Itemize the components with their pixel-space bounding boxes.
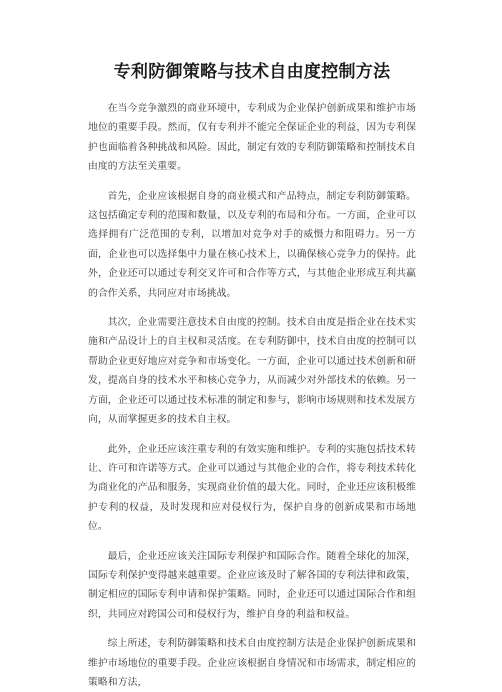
paragraph-intro: 在当今竞争激烈的商业环境中，专利成为企业保护创新成果和维护市场地位的重要手段。然而，仅有专利并不能完全保证企业的利益，因为专利保护也面临着各种挑战和风险。因此，制定有效的专利防御策略和控制技术自由度的方法至关重要。 bbox=[88, 103, 416, 173]
paragraph-conclusion: 综上所述，专利防御策略和技术自由度控制方法是企业保护创新成果和维护市场地位的重要手段。企业应该根据自身情况和市场需求，制定相应的策略和方法， bbox=[88, 638, 416, 688]
paragraph-defense-strategy: 首先，企业应该根据自身的商业模式和产品特点，制定专利防御策略。这包括确定专利的范围和数量，以及专利的布局和分布。一方面，企业可以选择拥有广泛范围的专利，以增加对竞争对手的威慑力和阻碍力。另一方面，企业也可以选择集中力量在核心技术上，以确保核心竞争力的保持。此外，企业还可以通过专利交叉许可和合作等方式，与其他企业形成互利共赢的合作关系，共同应对市场挑战。 bbox=[88, 190, 416, 299]
document-body bbox=[88, 99, 416, 692]
paragraph-implementation: 此外，企业还应该注重专利的有效实施和维护。专利的实施包括技术转让、许可和许诺等方式。企业可以通过与其他企业的合作，将专利技术转化为商业化的产品和服务，实现商业价值的最大化。同时，企业还应该积极维护专利的权益，及时发现和应对侵权行为，保护自身的创新成果和市场地位。 bbox=[88, 443, 416, 533]
paragraph-international: 最后，企业还应该关注国际专利保护和国际合作。随着全球化的加深，国际专利保护变得越来越重要。企业应该及时了解各国的专利法律和政策，制定相应的国际专利申请和保护策略。同时，企业还可以通过国际合作和组织，共同应对跨国公司和侵权行为，维护自身的利益和权益。 bbox=[88, 550, 416, 620]
document-title: 专利防御策略与技术自由度控制方法 bbox=[113, 62, 391, 82]
paragraph-technical-freedom: 其次，企业需要注意技术自由度的控制。技术自由度是指企业在技术实施和产品设计上的自主权和灵活度。在专利防御中，技术自由度的控制可以帮助企业更好地应对竞争和市场变化。一方面，企业可以通过技术创新和研发，提高自身的技术水平和核心竞争力，从而减少对外部技术的依赖。另一方面，企业还可以通过技术标准的制定和参与，影响市场规则和技术发展方向，从而掌握更多的技术自主权。 bbox=[88, 317, 416, 426]
